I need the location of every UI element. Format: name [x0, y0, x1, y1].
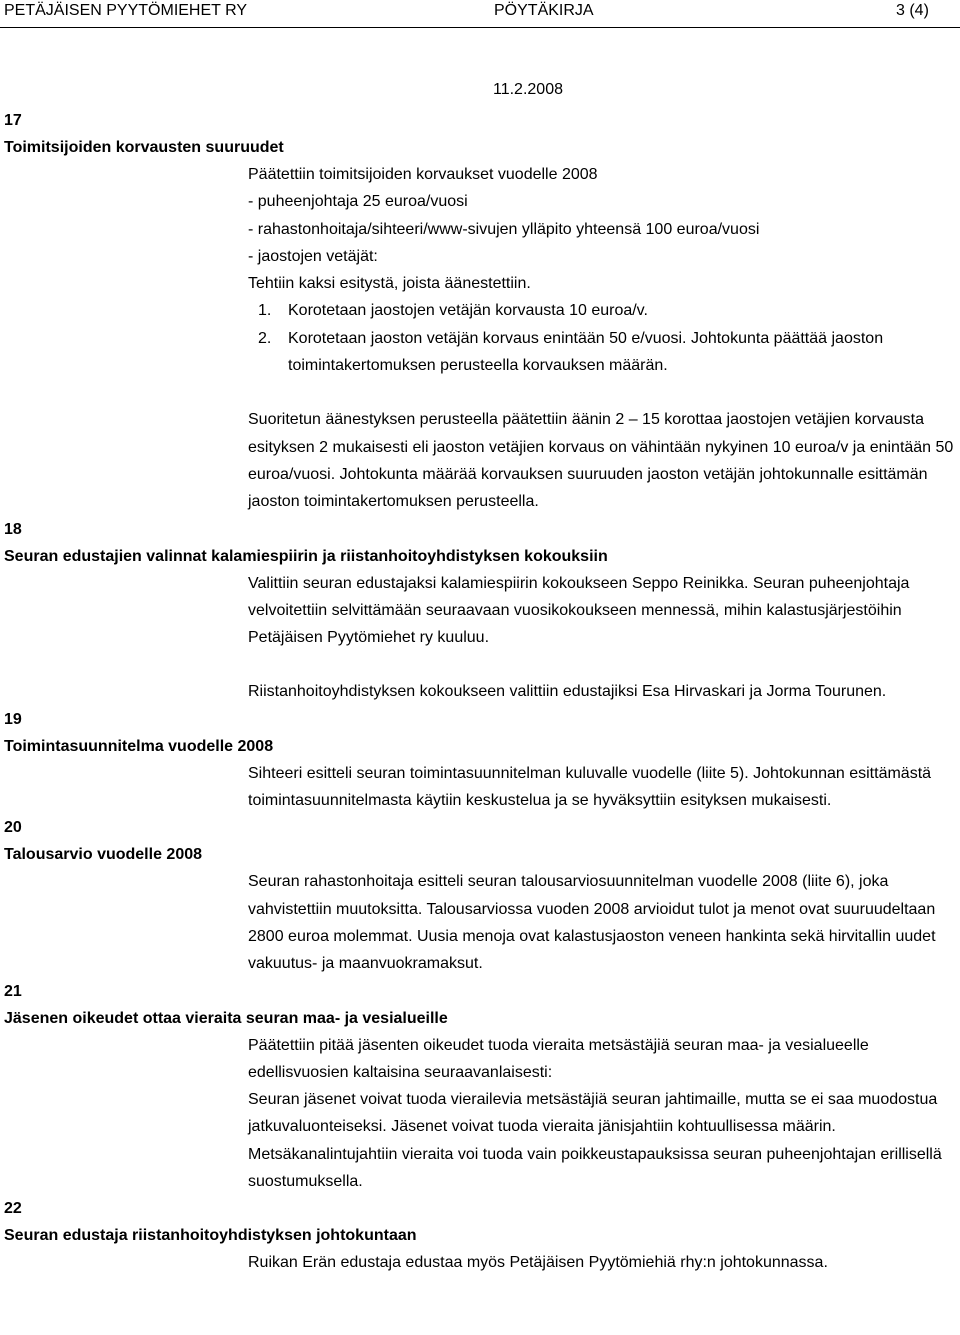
list-text: Korotetaan jaoston vetäjän korvaus enintään 50 e/vuosi. Johtokunta päättää jaoston toimintakertomuksen perusteella korvauksen määrän. — [288, 329, 884, 375]
list-number: 1. — [258, 302, 272, 320]
paragraph: Riistanhoitoyhdistyksen kokoukseen valittiin edustajiksi Esa Hirvaskari ja Jorma Tourunen. — [248, 683, 887, 701]
proposal-list — [248, 297, 958, 379]
organization-name: PETÄJÄISEN PYYTÖMIEHET RY — [4, 2, 248, 19]
paragraph: Ruikan Erän edustaja edustaa myös Petäjäisen Pyytömiehiä rhy:n johtokunnassa. — [248, 1254, 828, 1272]
section-body — [248, 868, 958, 977]
page-number: 3 (4) — [896, 2, 929, 19]
paragraph: Seuran rahastonhoitaja esitteli seuran talousarviosuunnitelman vuodelle 2008 (liite 6), joka vahvistettiin muutoksitta. Talousarviossa vuoden 2008 arvioidut tulot ja menot ovat suuruudeltaan 2800 euroa molemmat. Uusia menoja ovat kalastusjaoston veneen hankinta sekä hirvitallin uudet vakuutus- ja maanvuokramaksut. — [248, 873, 936, 973]
section-18 — [0, 516, 960, 706]
list-text: Korotetaan jaostojen vetäjän korvausta 10 euroa/v. — [288, 302, 648, 320]
section-title: Toimintasuunnitelma vuodelle 2008 — [4, 737, 274, 755]
section-title: Talousarvio vuodelle 2008 — [4, 846, 203, 864]
section-19 — [0, 706, 960, 815]
minutes-body — [0, 107, 960, 1277]
section-number: 17 — [4, 112, 22, 129]
list-item — [248, 325, 958, 380]
section-number: 21 — [4, 982, 22, 1000]
section-title: Toimitsijoiden korvausten suuruudet — [4, 139, 284, 156]
paragraph: Päätettiin pitää jäsenten oikeudet tuoda vieraita metsästäjiä seuran maa- ja vesialueelle edellisvuosien kaltaisina seuraavanlaisesti: — [248, 1036, 869, 1081]
text-line: - rahastonhoitaja/sihteeri/www-sivujen ylläpito yhteensä 100 euroa/vuosi — [248, 220, 760, 238]
text-line: - jaostojen vetäjät: — [248, 247, 378, 265]
text-line: - puheenjohtaja 25 euroa/vuosi — [248, 193, 468, 211]
section-title: Seuran edustajien valinnat kalamiespiirin ja riistanhoitoyhdistyksen kokouksiin — [4, 547, 608, 565]
page-header — [0, 0, 960, 26]
section-number: 19 — [4, 710, 22, 728]
header-rule — [0, 27, 960, 28]
list-item — [248, 297, 958, 324]
paragraph: Sihteeri esitteli seuran toimintasuunnitelman kuluvalle vuodelle (liite 5). Johtokunnan esittämästä toimintasuunnitelmasta käytiin keskustelua ja se hyväksyttiin esityksen mukaisesti. — [248, 764, 932, 810]
section-body — [248, 760, 958, 815]
paragraph: Seuran jäsenet voivat tuoda vierailevia metsästäjiä seuran jahtimaille, mutta se ei saa muodostua jatkuvaluonteiseksi. Jäsenet voivat tuoda vieraita jänisjahtiin kohtuullisessa määrin. Metsäkanalintujahtiin vieraita voi tuoda vain poikkeustapauksissa seuran puheenjohtajan erillisellä suostumuksella. — [248, 1091, 942, 1191]
list-number: 2. — [258, 329, 272, 347]
section-body — [248, 570, 958, 706]
section-number: 18 — [4, 520, 22, 538]
meeting-date: 11.2.2008 — [493, 81, 563, 98]
document-type: PÖYTÄKIRJA — [494, 2, 594, 19]
paragraph: Valittiin seuran edustajaksi kalamiespiirin kokoukseen Seppo Reinikka. Seuran puheenjohtaja velvoitettiin selvittämään seuraavaan vuosikokoukseen mennessä, mihin kalastusjärjestöihin Petäjäisen Pyytömiehet ry kuuluu. — [248, 574, 910, 647]
section-number: 22 — [4, 1200, 22, 1218]
section-number: 20 — [4, 819, 22, 837]
section-21 — [0, 978, 960, 1196]
section-body — [248, 161, 958, 516]
section-17 — [0, 107, 960, 516]
section-title: Jäsenen oikeudet ottaa vieraita seuran maa- ja vesialueille — [4, 1009, 448, 1027]
section-body — [248, 1249, 958, 1276]
spacer — [248, 379, 958, 406]
section-title: Seuran edustaja riistanhoitoyhdistyksen johtokuntaan — [4, 1227, 417, 1245]
paragraph: Suoritetun äänestyksen perusteella päätettiin äänin 2 – 15 korottaa jaostojen vetäjien korvausta esityksen 2 mukaisesti eli jaoston vetäjien korvaus on vähintään nykyinen 10 euroa/v ja enintään 50 euroa/vuosi. Johtokunta määrää korvauksen suuruuden jaoston vetäjän johtokunnalle esittämän jaoston toimintakertomuksen perusteella. — [248, 411, 954, 511]
text-line: Tehtiin kaksi esitystä, joista äänestettiin. — [248, 275, 531, 293]
section-22 — [0, 1195, 960, 1276]
text-line: Päätettiin toimitsijoiden korvaukset vuodelle 2008 — [248, 166, 598, 183]
spacer — [248, 651, 958, 678]
section-20 — [0, 814, 960, 977]
section-body — [248, 1032, 958, 1196]
